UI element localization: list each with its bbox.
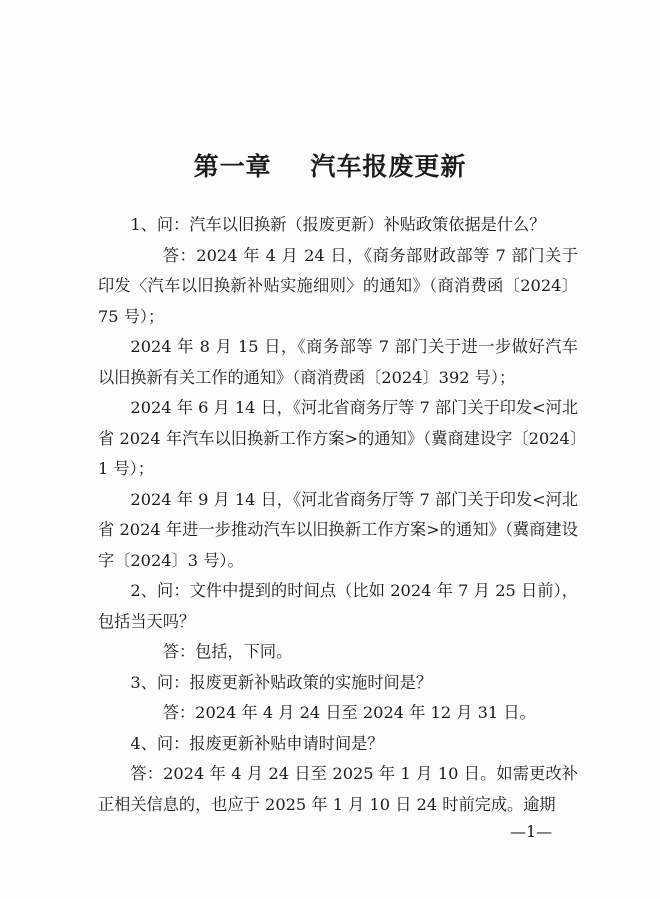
page-number: —1— xyxy=(510,822,553,841)
answer-2: 答：包括，下同。 xyxy=(162,642,293,661)
basis-paragraph-3: 2024 年 6 月 14 日，《河北省商务厅等 7 部门关于印发<河北省 2024 年汽车以旧换新工作方案>的通知》（冀商建设字〔2024〕1 号）； xyxy=(98,398,579,478)
answer-3: 答：2024 年 4 月 24 日至 2024 年 12 月 31 日。 xyxy=(162,703,536,722)
answer-1: 答：2024 年 4 月 24 日，《商务部财政部等 7 部门关于印发〈汽车以旧换新补贴实施细则〉的通知》（商消费函〔2024〕75 号）； xyxy=(98,245,578,326)
question-1: 1、问：汽车以旧换新（报废更新）补贴政策依据是什么？ xyxy=(130,215,546,234)
basis-paragraph-2: 2024 年 8 月 15 日，《商务部等 7 部门关于进一步做好汽车以旧换新有关工作的通知》（商消费函〔2024〕392 号）； xyxy=(98,337,578,387)
answer-4: 答：2024 年 4 月 24 日至 2025 年 1 月 10 日。如需更改补正相关信息的，也应于 2025 年 1 月 10 日 24 时前完成。逾期 xyxy=(98,764,578,814)
basis-paragraph-4: 2024 年 9 月 14 日，《河北省商务厅等 7 部门关于印发<河北省 2024 年进一步推动汽车以旧换新工作方案>的通知》（冀商建设字〔2024〕3 号）。 xyxy=(98,489,579,570)
chapter-title: 第一章 汽车报废更新 xyxy=(193,152,467,181)
question-3: 3、问：报废更新补贴政策的实施时间是？ xyxy=(130,672,433,692)
question-2: 2、问：文件中提到的时间点（比如 2024 年 7 月 25 日前），包括当天吗？ xyxy=(98,581,578,631)
document-body xyxy=(98,210,578,820)
question-4: 4、问：报废更新补贴申请时间是？ xyxy=(130,733,384,753)
